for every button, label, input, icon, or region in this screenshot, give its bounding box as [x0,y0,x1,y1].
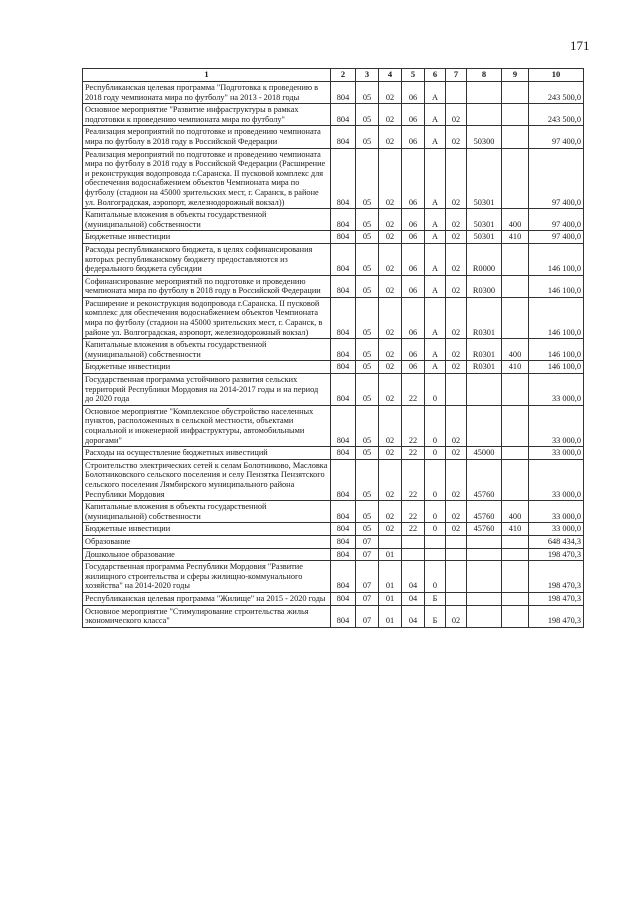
section-cell: 05 [356,447,379,460]
subsection-cell: 02 [379,339,402,361]
table-row [83,374,584,406]
event-cell [446,548,467,561]
section-cell: 07 [356,592,379,605]
subsection-cell: 01 [379,605,402,627]
amount-cell: 146 100,0 [529,339,584,361]
subprogram-cell: А [425,209,446,231]
direction-cell: 45760 [467,501,502,523]
expense-type-cell [502,104,529,126]
event-cell [446,82,467,104]
program-cell: 06 [402,297,425,338]
code-cell: 804 [331,535,356,548]
table-body [83,82,584,628]
row-name-cell: Расходы на осуществление бюджетных инвестиций [83,447,331,460]
header-cell: 4 [379,69,402,82]
program-cell: 06 [402,148,425,209]
section-cell: 05 [356,405,379,446]
subsection-cell: 01 [379,592,402,605]
amount-cell: 33 000,0 [529,523,584,536]
amount-cell: 97 400,0 [529,231,584,244]
subsection-cell: 02 [379,231,402,244]
event-cell [446,592,467,605]
event-cell: 02 [446,297,467,338]
section-cell: 07 [356,605,379,627]
code-cell: 804 [331,501,356,523]
subsection-cell: 02 [379,209,402,231]
amount-cell: 243 500,0 [529,82,584,104]
expense-type-cell [502,148,529,209]
amount-cell: 146 100,0 [529,361,584,374]
subsection-cell: 02 [379,405,402,446]
direction-cell: R0301 [467,361,502,374]
code-cell: 804 [331,231,356,244]
code-cell: 804 [331,82,356,104]
program-cell: 06 [402,361,425,374]
header-cell: 2 [331,69,356,82]
table-row [83,535,584,548]
subprogram-cell: 0 [425,561,446,593]
row-name-cell: Капитальные вложения в объекты государственной (муниципальной) собственности [83,209,331,231]
event-cell: 02 [446,209,467,231]
amount-cell: 33 000,0 [529,501,584,523]
header-cell: 5 [402,69,425,82]
direction-cell: 50301 [467,148,502,209]
row-name-cell: Капитальные вложения в объекты государственной (муниципальной) собственности [83,501,331,523]
program-cell: 06 [402,339,425,361]
row-name-cell: Дошкольное образование [83,548,331,561]
amount-cell: 198 470,3 [529,561,584,593]
row-name-cell: Бюджетные инвестиции [83,361,331,374]
section-cell: 05 [356,339,379,361]
expense-type-cell: 400 [502,339,529,361]
subsection-cell: 02 [379,297,402,338]
amount-cell: 146 100,0 [529,243,584,275]
subsection-cell: 02 [379,82,402,104]
header-cell: 7 [446,69,467,82]
subprogram-cell: 0 [425,501,446,523]
code-cell: 804 [331,561,356,593]
subsection-cell: 01 [379,548,402,561]
code-cell: 804 [331,297,356,338]
amount-cell: 243 500,0 [529,104,584,126]
table-row [83,104,584,126]
expense-type-cell: 410 [502,361,529,374]
table-row [83,243,584,275]
amount-cell: 146 100,0 [529,275,584,297]
table-row [83,148,584,209]
direction-cell [467,405,502,446]
expense-type-cell [502,405,529,446]
row-name-cell: Реализация мероприятий по подготовке и проведению чемпионата мира по футболу в 2018 году в Российской Федерации (Расширение и реконструкция водопровода г.Саранска. II пусковой комплекс для обеспечения водоснабжением объектов Чемпионата мира по футболу (стадион на 45000 зрительских мест, г. Саранск, в районе ул. Волгоградская, аэропорт, железнодорожный вокзал)) [83,148,331,209]
row-name-cell: Республиканская целевая программа "Жилище" на 2015 - 2020 годы [83,592,331,605]
direction-cell [467,374,502,406]
code-cell: 804 [331,339,356,361]
table-row [83,548,584,561]
expense-type-cell: 400 [502,209,529,231]
subsection-cell: 02 [379,501,402,523]
code-cell: 804 [331,275,356,297]
table-row [83,126,584,148]
amount-cell: 648 434,3 [529,535,584,548]
amount-cell: 33 000,0 [529,447,584,460]
program-cell: 22 [402,447,425,460]
subprogram-cell: Б [425,605,446,627]
subprogram-cell [425,535,446,548]
direction-cell [467,592,502,605]
table-row [83,447,584,460]
program-cell: 06 [402,209,425,231]
code-cell: 804 [331,459,356,500]
event-cell [446,535,467,548]
section-cell: 07 [356,535,379,548]
event-cell [446,561,467,593]
section-cell: 05 [356,104,379,126]
row-name-cell: Бюджетные инвестиции [83,523,331,536]
event-cell: 02 [446,459,467,500]
table-row [83,82,584,104]
subsection-cell: 02 [379,243,402,275]
direction-cell: 50300 [467,126,502,148]
event-cell: 02 [446,275,467,297]
section-cell: 07 [356,548,379,561]
subprogram-cell: А [425,104,446,126]
expense-type-cell [502,447,529,460]
row-name-cell: Строительство электрических сетей к селам Болотниково, Масловка Болотниковского сельского поселения и селу Пензятка Пензятского сельского поселения Лямбирского муниципального района Республики Мордовия [83,459,331,500]
subprogram-cell: А [425,297,446,338]
row-name-cell: Капитальные вложения в объекты государственной (муниципальной) собственности [83,339,331,361]
section-cell: 05 [356,523,379,536]
expense-type-cell [502,535,529,548]
header-cell: 10 [529,69,584,82]
subsection-cell: 01 [379,561,402,593]
section-cell: 05 [356,275,379,297]
expense-type-cell [502,459,529,500]
subsection-cell: 02 [379,104,402,126]
subprogram-cell: А [425,339,446,361]
code-cell: 804 [331,148,356,209]
subsection-cell: 02 [379,447,402,460]
subsection-cell: 02 [379,523,402,536]
subsection-cell: 02 [379,148,402,209]
amount-cell: 198 470,3 [529,592,584,605]
row-name-cell: Бюджетные инвестиции [83,231,331,244]
section-cell: 05 [356,297,379,338]
direction-cell: R0301 [467,339,502,361]
row-name-cell: Государственная программа Республики Мордовия "Развитие жилищного строительства и сферы жилищно-коммунального хозяйства" на 2014-2020 годы [83,561,331,593]
program-cell: 04 [402,605,425,627]
section-cell: 05 [356,231,379,244]
subsection-cell: 02 [379,374,402,406]
program-cell [402,548,425,561]
program-cell: 06 [402,243,425,275]
program-cell: 06 [402,275,425,297]
expense-type-cell [502,548,529,561]
event-cell: 02 [446,405,467,446]
section-cell: 05 [356,148,379,209]
row-name-cell: Реализация мероприятий по подготовке и проведению чемпионата мира по футболу в 2018 году в Российской Федерации [83,126,331,148]
subprogram-cell: А [425,361,446,374]
direction-cell [467,605,502,627]
event-cell [446,374,467,406]
subsection-cell: 02 [379,126,402,148]
subprogram-cell: 0 [425,374,446,406]
event-cell: 02 [446,126,467,148]
row-name-cell: Расходы республиканского бюджета, в целях софинансирования которых республиканскому бюджету предоставляются из федерального бюджета субсидии [83,243,331,275]
table-row [83,209,584,231]
subsection-cell: 02 [379,275,402,297]
event-cell: 02 [446,243,467,275]
event-cell: 02 [446,361,467,374]
direction-cell: 50301 [467,231,502,244]
direction-cell: R0301 [467,297,502,338]
page-number: 171 [570,38,590,53]
code-cell: 804 [331,361,356,374]
expense-type-cell [502,374,529,406]
code-cell: 804 [331,548,356,561]
table-row [83,275,584,297]
section-cell: 05 [356,126,379,148]
table-row [83,231,584,244]
event-cell: 02 [446,148,467,209]
program-cell: 06 [402,104,425,126]
expense-type-cell: 400 [502,501,529,523]
subsection-cell: 02 [379,459,402,500]
event-cell: 02 [446,339,467,361]
amount-cell: 146 100,0 [529,297,584,338]
program-cell: 04 [402,592,425,605]
header-cell: 6 [425,69,446,82]
subsection-cell [379,535,402,548]
event-cell: 02 [446,605,467,627]
direction-cell [467,82,502,104]
program-cell: 22 [402,523,425,536]
expense-type-cell [502,297,529,338]
amount-cell: 33 000,0 [529,374,584,406]
expense-type-cell: 410 [502,231,529,244]
event-cell: 02 [446,104,467,126]
expense-type-cell [502,126,529,148]
table-row [83,361,584,374]
header-cell: 8 [467,69,502,82]
expense-type-cell [502,605,529,627]
code-cell: 804 [331,405,356,446]
subprogram-cell: А [425,82,446,104]
section-cell: 05 [356,243,379,275]
program-cell: 06 [402,231,425,244]
header-cell: 3 [356,69,379,82]
event-cell: 02 [446,523,467,536]
row-name-cell: Республиканская целевая программа "Подготовка к проведению в 2018 году чемпионата мира по футболу" на 2013 - 2018 годы [83,82,331,104]
subprogram-cell: А [425,231,446,244]
section-cell: 05 [356,501,379,523]
table-row [83,501,584,523]
code-cell: 804 [331,374,356,406]
table-row [83,523,584,536]
amount-cell: 33 000,0 [529,405,584,446]
direction-cell: R0300 [467,275,502,297]
table-row [83,605,584,627]
code-cell: 804 [331,126,356,148]
program-cell: 22 [402,459,425,500]
table-row [83,592,584,605]
subprogram-cell: 0 [425,523,446,536]
amount-cell: 97 400,0 [529,209,584,231]
amount-cell: 198 470,3 [529,605,584,627]
subprogram-cell: А [425,243,446,275]
code-cell: 804 [331,209,356,231]
row-name-cell: Государственная программа устойчивого развития сельских территорий Республики Мордовия на 2014-2017 годы и на период до 2020 года [83,374,331,406]
expense-type-cell [502,561,529,593]
header-cell: 9 [502,69,529,82]
row-name-cell: Основное мероприятие "Развитие инфраструктуры в рамках подготовки к проведению чемпионата мира по футболу" [83,104,331,126]
amount-cell: 97 400,0 [529,126,584,148]
subprogram-cell: 0 [425,405,446,446]
expense-type-cell [502,592,529,605]
event-cell: 02 [446,231,467,244]
subprogram-cell: А [425,126,446,148]
direction-cell: R0000 [467,243,502,275]
budget-table [82,68,584,628]
row-name-cell: Основное мероприятие "Комплексное обустройство населенных пунктов, расположенных в сельской местности, объектами социальной и инженерной инфраструктуры, автомобильными дорогами" [83,405,331,446]
direction-cell [467,548,502,561]
expense-type-cell [502,243,529,275]
header-cell: 1 [83,69,331,82]
event-cell: 02 [446,501,467,523]
direction-cell: 45000 [467,447,502,460]
table-row [83,339,584,361]
code-cell: 804 [331,592,356,605]
program-cell: 22 [402,374,425,406]
event-cell: 02 [446,447,467,460]
program-cell: 04 [402,561,425,593]
program-cell [402,535,425,548]
amount-cell: 97 400,0 [529,148,584,209]
section-cell: 05 [356,361,379,374]
program-cell: 22 [402,501,425,523]
direction-cell [467,561,502,593]
header-row [83,69,584,82]
table-row [83,297,584,338]
section-cell: 05 [356,82,379,104]
program-cell: 22 [402,405,425,446]
subprogram-cell: 0 [425,459,446,500]
amount-cell: 198 470,3 [529,548,584,561]
code-cell: 804 [331,605,356,627]
subprogram-cell: 0 [425,447,446,460]
section-cell: 05 [356,374,379,406]
amount-cell: 33 000,0 [529,459,584,500]
subprogram-cell: Б [425,592,446,605]
code-cell: 804 [331,243,356,275]
direction-cell [467,535,502,548]
direction-cell: 45760 [467,523,502,536]
program-cell: 06 [402,126,425,148]
expense-type-cell: 410 [502,523,529,536]
subprogram-cell: А [425,275,446,297]
code-cell: 804 [331,447,356,460]
code-cell: 804 [331,523,356,536]
program-cell: 06 [402,82,425,104]
section-cell: 05 [356,209,379,231]
code-cell: 804 [331,104,356,126]
row-name-cell: Основное мероприятие "Стимулирование строительства жилья экономического класса" [83,605,331,627]
subprogram-cell: А [425,148,446,209]
section-cell: 07 [356,561,379,593]
table-row [83,561,584,593]
direction-cell: 45760 [467,459,502,500]
table-row [83,459,584,500]
subsection-cell: 02 [379,361,402,374]
table-row [83,405,584,446]
row-name-cell: Образование [83,535,331,548]
expense-type-cell [502,82,529,104]
expense-type-cell [502,275,529,297]
subprogram-cell [425,548,446,561]
section-cell: 05 [356,459,379,500]
row-name-cell: Софинансирование мероприятий по подготовке и проведению чемпионата мира по футболу в 2018 году в Российской Федерации [83,275,331,297]
direction-cell: 50301 [467,209,502,231]
direction-cell [467,104,502,126]
row-name-cell: Расширение и реконструкция водопровода г.Саранска. II пусковой комплекс для обеспечения водоснабжением объектов Чемпионата мира по футболу (стадион на 45000 зрительских мест, г. Саранск, в районе ул. Волгоградская, аэропорт, железнодорожный вокзал) [83,297,331,338]
